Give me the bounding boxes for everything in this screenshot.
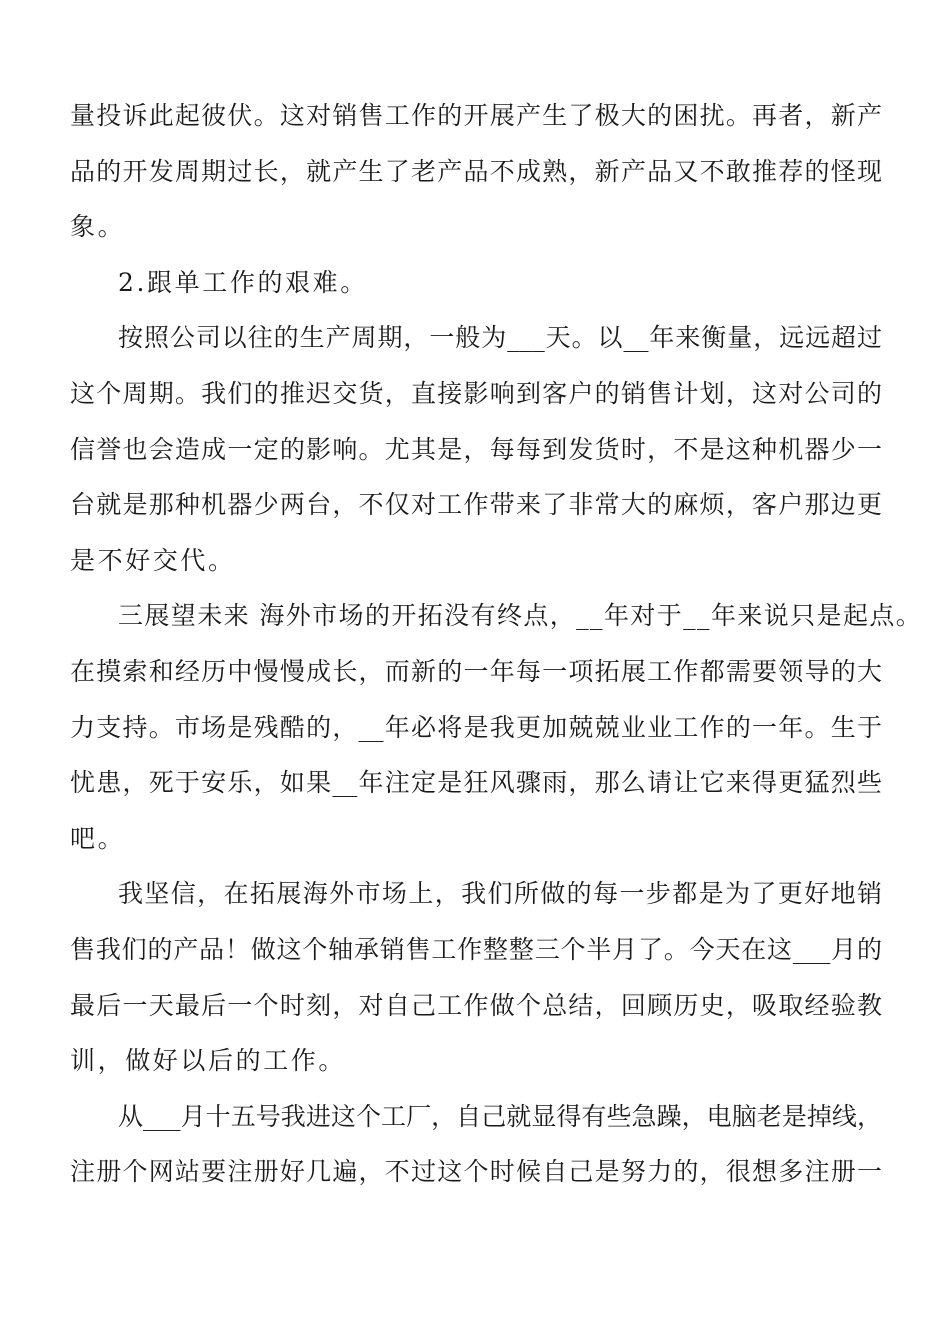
text-line: 力支持。市场是残酷的，__年必将是我更加兢兢业业工作的一年。生于: [70, 712, 882, 742]
text-line: 最后一天最后一个时刻，对自己工作做个总结，回顾历史，吸取经验教: [70, 990, 882, 1020]
text-line: 象。: [70, 212, 126, 242]
text-line: 信誉也会造成一定的影响。尤其是，每每到发货时，不是这种机器少一: [70, 434, 882, 464]
text-line: 在摸索和经历中慢慢成长，而新的一年每一项拓展工作都需要领导的大: [70, 656, 882, 686]
text-line: 按照公司以往的生产周期，一般为___天。以__年来衡量，远远超过: [118, 323, 882, 353]
text-line: 三展望未来 海外市场的开拓没有终点，__年对于__年来说只是起点。: [118, 601, 923, 631]
section-heading: 2.跟单工作的艰难。: [118, 267, 368, 297]
text-line: 训，做好以后的工作。: [70, 1046, 347, 1076]
text-line: 是不好交代。: [70, 545, 236, 575]
text-line: 忧患，死于安乐，如果__年注定是狂风骤雨，那么请让它来得更猛烈些: [70, 768, 882, 798]
text-line: 品的开发周期过长，就产生了老产品不成熟，新产品又不敢推荐的怪现: [70, 156, 882, 186]
text-line: 台就是那种机器少两台，不仅对工作带来了非常大的麻烦，客户那边更: [70, 490, 882, 520]
text-line: 吧。: [70, 823, 126, 853]
document-body: [70, 88, 923, 1200]
text-line: 注册个网站要注册好几遍，不过这个时候自己是努力的，很想多注册一: [70, 1157, 882, 1187]
text-line: 售我们的产品！做这个轴承销售工作整整三个半月了。今天在这___月的: [70, 934, 882, 964]
text-line: 我坚信，在拓展海外市场上，我们所做的每一步都是为了更好地销: [118, 879, 882, 909]
text-line: 这个周期。我们的推迟交货，直接影响到客户的销售计划，这对公司的: [70, 378, 882, 408]
text-line: 从___月十五号我进这个工厂，自己就显得有些急躁，电脑老是掉线，: [118, 1101, 882, 1131]
text-line: 量投诉此起彼伏。这对销售工作的开展产生了极大的困扰。再者，新产: [70, 101, 882, 130]
